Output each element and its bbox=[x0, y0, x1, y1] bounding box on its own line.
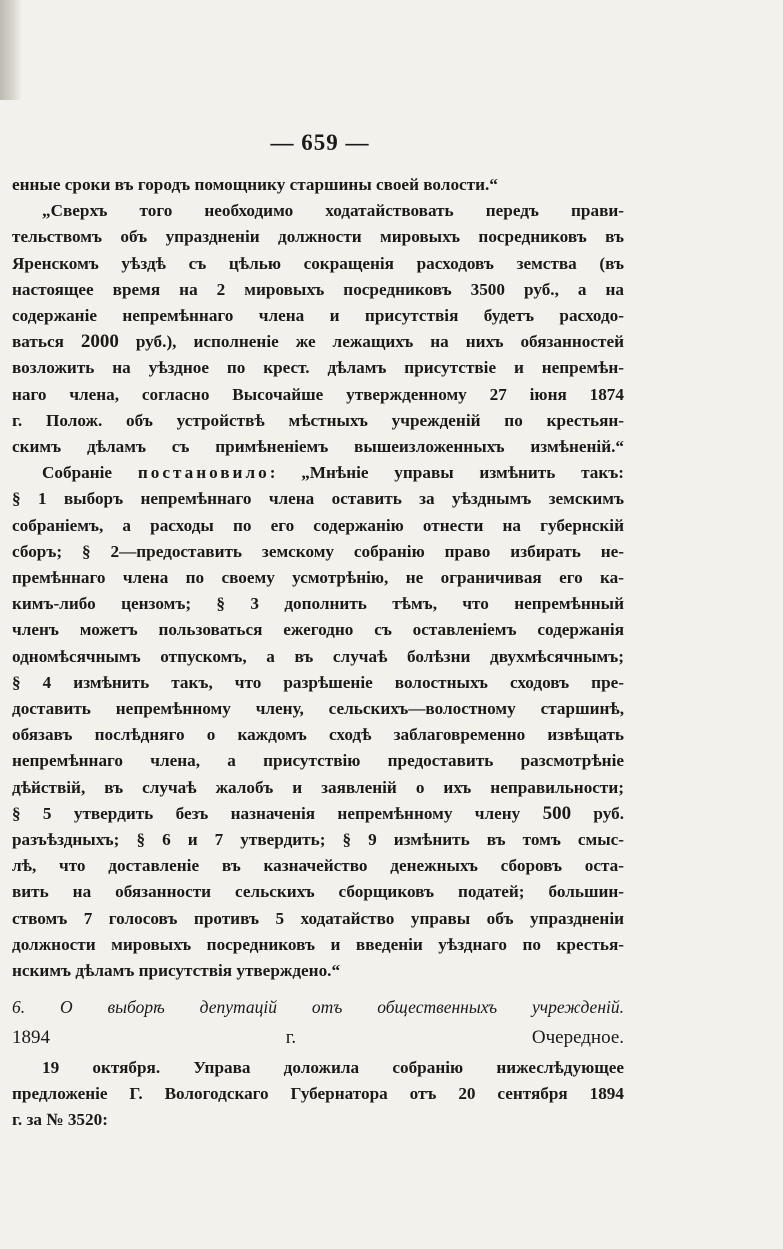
text-line: содержаніе непремѣннаго члена и присутствія будетъ расходо- bbox=[12, 306, 624, 326]
amount: 2000 bbox=[80, 331, 119, 353]
text-line: предложеніе Г. Вологодскаго Губернатора отъ 20 сентября 1894 bbox=[12, 1083, 624, 1103]
text-line: должности мировыхъ посредниковъ и введеніи уѣзднаго по крестья- bbox=[12, 934, 624, 954]
text-fragment: § 5 утвердить безъ назначенія непремѣнному члену bbox=[12, 803, 543, 823]
text-line: ствомъ 7 голосовъ противъ 5 ходатайство управы объ упраздненіи bbox=[12, 908, 624, 928]
scan-edge-shadow bbox=[0, 0, 22, 100]
text-line: скимъ дѣламъ съ примѣненіемъ вышеизложенныхъ измѣненій.“ bbox=[12, 437, 624, 457]
amount: 500 bbox=[542, 802, 572, 824]
text-line: г. Полож. объ устройствѣ мѣстныхъ учрежденій по крестьян- bbox=[12, 410, 624, 430]
text-line: § 4 измѣнить такъ, что разрѣшеніе волостныхъ сходовъ пре- bbox=[12, 672, 624, 692]
section-heading: 6. О выборѣ депутацій отъ общественныхъ учрежденій. bbox=[12, 997, 624, 1018]
page-number: — 659 — bbox=[270, 130, 370, 155]
text-line: § 1 выборъ непремѣннаго члена оставить за уѣзднымъ земскимъ bbox=[12, 489, 624, 509]
text-line: возложить на уѣздное по крест. дѣламъ присутствіе и непремѣн- bbox=[12, 358, 624, 378]
section-subheading: 1894 г. Очередное. bbox=[12, 1026, 624, 1048]
text-line: енные сроки въ городъ помощнику старшины своей волости.“ bbox=[12, 175, 498, 194]
text-fragment: руб. bbox=[571, 803, 625, 823]
text-line: членъ можетъ пользоваться ежегодно съ оставленіемъ содержанія bbox=[12, 620, 624, 640]
text-line: кимъ-либо цензомъ; § 3 дополнить тѣмъ, что непремѣнный bbox=[12, 594, 624, 614]
text-line: настоящее время на 2 мировыхъ посредниковъ 3500 руб., а на bbox=[12, 279, 624, 299]
text-line: тельствомъ объ упраздненіи должности мировыхъ посредниковъ въ bbox=[12, 227, 624, 247]
text-line: Яренскомъ уѣздѣ съ цѣлью сокращенія расходовъ земства (въ bbox=[12, 253, 624, 273]
spaced-word: постановило bbox=[137, 463, 270, 483]
text-line bbox=[12, 329, 624, 355]
text-line: нскимъ дѣламъ присутствія утверждено.“ bbox=[12, 961, 341, 981]
text-line: разъѣздныхъ; § 6 и 7 утвердить; § 9 измѣнить въ томъ смыс- bbox=[12, 830, 624, 850]
text-line: г. за № 3520: bbox=[12, 1110, 108, 1130]
text-line: лѣ, что доставленіе въ казначейство денежныхъ сборовъ оста- bbox=[12, 856, 624, 876]
text-line: доставить непремѣнному члену, сельскихъ—волостному старшинѣ, bbox=[12, 699, 624, 719]
text-fragment: : „Мнѣніе управы измѣнить такъ: bbox=[269, 463, 624, 483]
text-fragment: руб.), исполненіе же лежащихъ на нихъ обязанностей bbox=[118, 332, 625, 352]
text-line: „Сверхъ того необходимо ходатайствовать передъ прави- bbox=[42, 201, 624, 221]
text-line: сборъ; § 2—предоставить земскому собранію право избирать не- bbox=[12, 541, 624, 561]
text-line: премѣннаго члена по своему усмотрѣнію, не ограничивая его ка- bbox=[12, 568, 624, 588]
page-body bbox=[12, 172, 624, 1133]
text-line: наго члена, согласно Высочайше утвержденному 27 іюня 1874 bbox=[12, 384, 624, 404]
text-line: обязавъ послѣдняго о каждомъ сходѣ заблаговременно извѣщать bbox=[12, 725, 624, 745]
text-line: собраніемъ, а расходы по его содержанію отнести на губернскій bbox=[12, 515, 624, 535]
text-line: вить на обязанности сельскихъ сборщиковъ податей; большин- bbox=[12, 882, 624, 902]
text-line: дѣйствій, въ случаѣ жалобъ и заявленій о ихъ неправильности; bbox=[12, 777, 624, 797]
text-line: непремѣннаго члена, а присутствію предоставить разсмотрѣніе bbox=[12, 751, 624, 771]
text-line: 19 октября. Управа доложила собранію нижеслѣдующее bbox=[42, 1057, 624, 1077]
text-line bbox=[12, 460, 624, 486]
text-fragment: Собраніе bbox=[42, 463, 138, 483]
text-fragment: ваться bbox=[12, 332, 81, 352]
text-line bbox=[12, 801, 624, 827]
text-line: одномѣсячнымъ отпускомъ, а въ случаѣ болѣзни двухмѣсячнымъ; bbox=[12, 646, 624, 666]
